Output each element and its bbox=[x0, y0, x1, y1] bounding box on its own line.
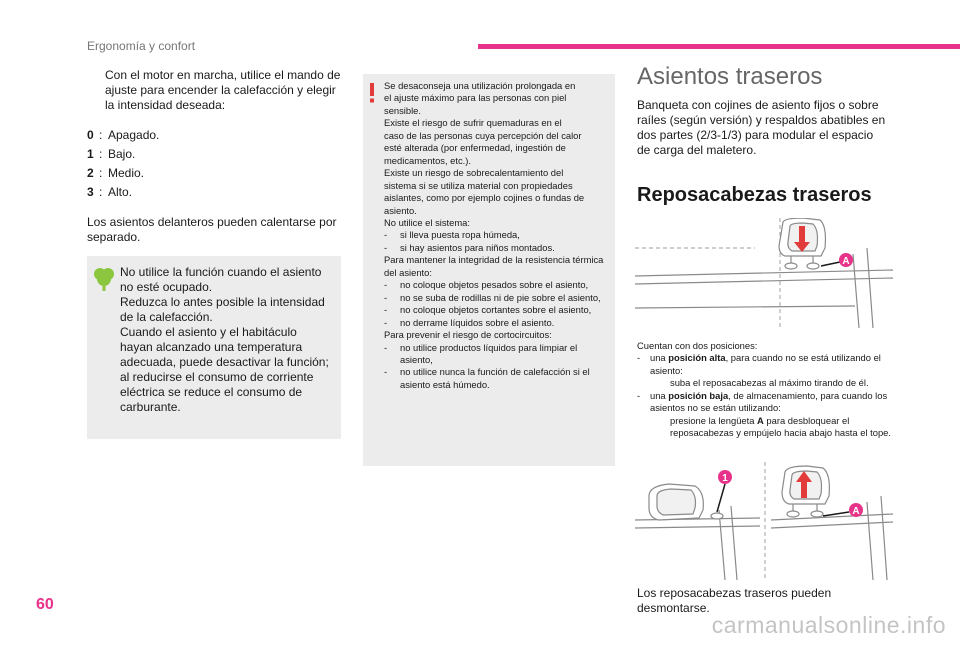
heat-level-list bbox=[87, 126, 342, 202]
position-low-item: - una posición baja, de almacenamiento, para cuando los asientos no se están utilizando: bbox=[637, 389, 888, 414]
headrest-raise-illustration bbox=[635, 218, 893, 328]
heat-level-label: Bajo. bbox=[108, 147, 136, 161]
separate-heating-note: Los asientos delanteros pueden calentarse por separado. bbox=[87, 215, 337, 244]
warning-list-item: - si hay asientos para niños montados. bbox=[384, 241, 555, 253]
callout-a-label: A bbox=[842, 256, 850, 267]
headrests-removable-note: Los reposacabezas traseros pueden desmontarse. bbox=[637, 586, 832, 615]
section-header-label: Ergonomía y confort bbox=[87, 39, 196, 53]
heat-level-key: 3 bbox=[87, 185, 94, 199]
heat-level-label: Apagado. bbox=[108, 128, 160, 142]
heat-level-key: 0 bbox=[87, 128, 94, 142]
positions-intro: Cuentan con dos posiciones: bbox=[637, 340, 758, 351]
heat-level-row: 1 : Bajo. bbox=[87, 147, 136, 161]
integrity-intro: Para mantener la integridad de la resistencia térmica del asiento: bbox=[384, 254, 604, 278]
subsection-title-headrests: Reposacabezas traseros bbox=[637, 184, 872, 206]
callout-1-label: 1 bbox=[722, 473, 728, 484]
watermark-text: carmanualsonline.info bbox=[711, 612, 946, 638]
section-title-rear-seats: Asientos traseros bbox=[637, 63, 823, 90]
eco-tip-box bbox=[87, 256, 341, 439]
page-number: 60 bbox=[36, 596, 54, 613]
eco-tree-icon bbox=[93, 266, 115, 292]
headrest-positions-text bbox=[637, 340, 895, 440]
heat-level-row: 3 : Alto. bbox=[87, 185, 133, 199]
headrest-lower-illustration bbox=[635, 462, 893, 580]
instruction-text: Con el motor en marcha, utilice el mando de ajuste para encender la calefacción y elegir la intensidad deseada: bbox=[105, 68, 341, 112]
warning-list-item: - no derrame líquidos sobre el asiento. bbox=[384, 316, 555, 328]
warning-text: Se desaconseja una utilización prolongada en el ajuste máximo para las personas con piel sensible. Existe el riesgo de sufrir quemaduras en el caso de las personas cuya percepción del calor esté alterada (por enfermedad, ingestión de medicamentos, etc.). Existe un riesgo de sobrecalentamiento del sistema si se utiliza material con propiedades aislantes, como por ejemplo cojines o fundas de asiento. No utilice el sistema: - si lleva puesta ropa húmeda, - si hay asientos para niños montados. Para mantener la integridad de la resistencia térmica del asiento: - no coloque objetos pesados sobre el asiento, - no se suba de rodillas ni de pie sobre el asiento, - no coloque objetos cortantes sobre el asiento, - no derrame líquidos sobre el asiento. Para prevenir el riesgo de cortocircuitos: - no utilice productos líquidos para limpiar el asiento, - no utilice nunca la función de calefacción si el asiento está húmedo. bbox=[384, 80, 612, 391]
callout-a-label: A bbox=[852, 506, 860, 517]
position-high-item: - una posición alta, para cuando no se está utilizando el asiento: bbox=[637, 352, 881, 376]
heat-level-key: 2 bbox=[87, 166, 94, 180]
heat-level-label: Medio. bbox=[108, 166, 145, 180]
warning-list-item: - no utilice productos líquidos para limpiar el asiento, bbox=[384, 341, 578, 365]
heat-level-row: 0 : Apagado. bbox=[87, 128, 160, 142]
warning-box bbox=[363, 74, 615, 466]
exclamation-icon bbox=[368, 83, 376, 103]
warning-list-item: - si lleva puesta ropa húmeda, bbox=[384, 229, 520, 241]
heat-level-label: Alto. bbox=[108, 185, 133, 199]
short-circuit-intro: Para prevenir el riesgo de cortocircuitos: bbox=[384, 329, 552, 341]
eco-tip-text: No utilice la función cuando el asiento no esté ocupado. Reduzca lo antes posible la intensidad de la calefacción. Cuando el asiento y el habitáculo hayan alcanzado una temperatura adecuada, puede desactivar la función; al reducirse el consumo de corriente eléctrica se reduce el consumo de carburante. bbox=[120, 265, 329, 414]
heat-level-key: 1 bbox=[87, 147, 94, 161]
warning-list-item: - no utilice nunca la función de calefacción si el asiento está húmedo. bbox=[384, 366, 590, 390]
warning-list-item: - no coloque objetos cortantes sobre el asiento, bbox=[384, 304, 592, 316]
heated-seat-instructions bbox=[87, 68, 342, 261]
heat-level-row: 2 : Medio. bbox=[87, 166, 145, 180]
position-high-step: suba el reposacabezas al máximo tirando de él. bbox=[670, 377, 869, 389]
warning-list-item: - no se suba de rodillas ni de pie sobre el asiento, bbox=[384, 291, 601, 303]
header-accent-bar bbox=[478, 44, 960, 49]
rear-seats-intro: Banqueta con cojines de asiento fijos o sobre raíles (según versión) y respaldos abatibles en dos partes (2/3-1/3) para modular el espacio de carga del maletero. bbox=[637, 98, 886, 157]
position-low-step: presione la lengüeta A para desbloquear el reposacabezas y empújelo hacia abajo hasta el tope. bbox=[670, 414, 891, 439]
instruction-step bbox=[87, 68, 342, 113]
warning-list-item: - no coloque objetos pesados sobre el asiento, bbox=[384, 279, 589, 291]
